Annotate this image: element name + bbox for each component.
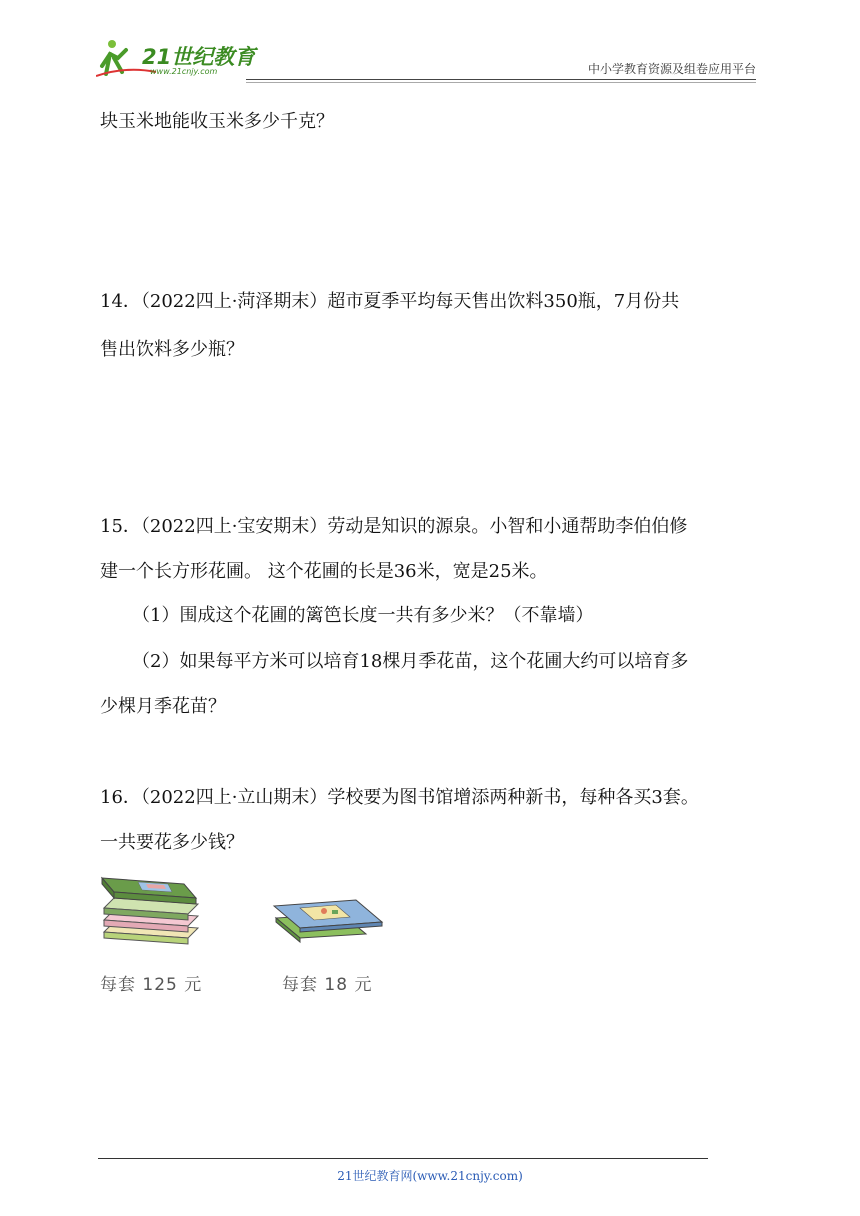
logo xyxy=(96,36,266,78)
q15-part-2-cont: 少棵月季花苗？ xyxy=(100,696,226,717)
runner-logo-icon xyxy=(96,36,266,78)
book-price-caption-1: 每套 125 元 xyxy=(100,975,203,995)
page-header xyxy=(96,36,756,80)
footer-divider xyxy=(98,1158,708,1159)
header-divider xyxy=(246,79,756,80)
q15-part-1: （1）围成这个花圃的篱笆长度一共有多少米？（不靠墙） xyxy=(132,605,594,626)
q14-line-2: 售出饮料多少瓶？ xyxy=(100,339,244,360)
q13-continuation: 块玉米地能收玉米多少千克？ xyxy=(100,111,334,132)
q15-part-2: （2）如果每平方米可以培育18棵月季花苗，这个花圃大约可以培育多 xyxy=(132,651,689,672)
q15-line-1: 15．（2022四上·宝安期末）劳动是知识的源泉。小智和小通帮助李伯伯修 xyxy=(100,516,688,537)
book-price-caption-2: 每套 18 元 xyxy=(282,975,373,995)
platform-label: 中小学教育资源及组卷应用平台 xyxy=(587,62,756,76)
book-stack-icon xyxy=(98,872,203,962)
q16-line-2: 一共要花多少钱？ xyxy=(100,832,244,853)
book-pair-icon xyxy=(270,890,385,945)
q14-line-1: 14．（2022四上·菏泽期末）超市夏季平均每天售出饮料350瓶，7月份共 xyxy=(100,291,680,312)
logo-url: www.21cnjy.com xyxy=(150,67,218,76)
footer-text: 21世纪教育网(www.21cnjy.com) xyxy=(337,1169,523,1183)
header-divider-thin xyxy=(246,82,756,83)
q15-line-2: 建一个长方形花圃。 这个花圃的长是36米，宽是25米。 xyxy=(100,561,548,582)
logo-text: 21世纪教育 xyxy=(142,45,256,69)
q16-line-1: 16．（2022四上·立山期末）学校要为图书馆增添两种新书，每种各买3套。 xyxy=(100,787,699,808)
